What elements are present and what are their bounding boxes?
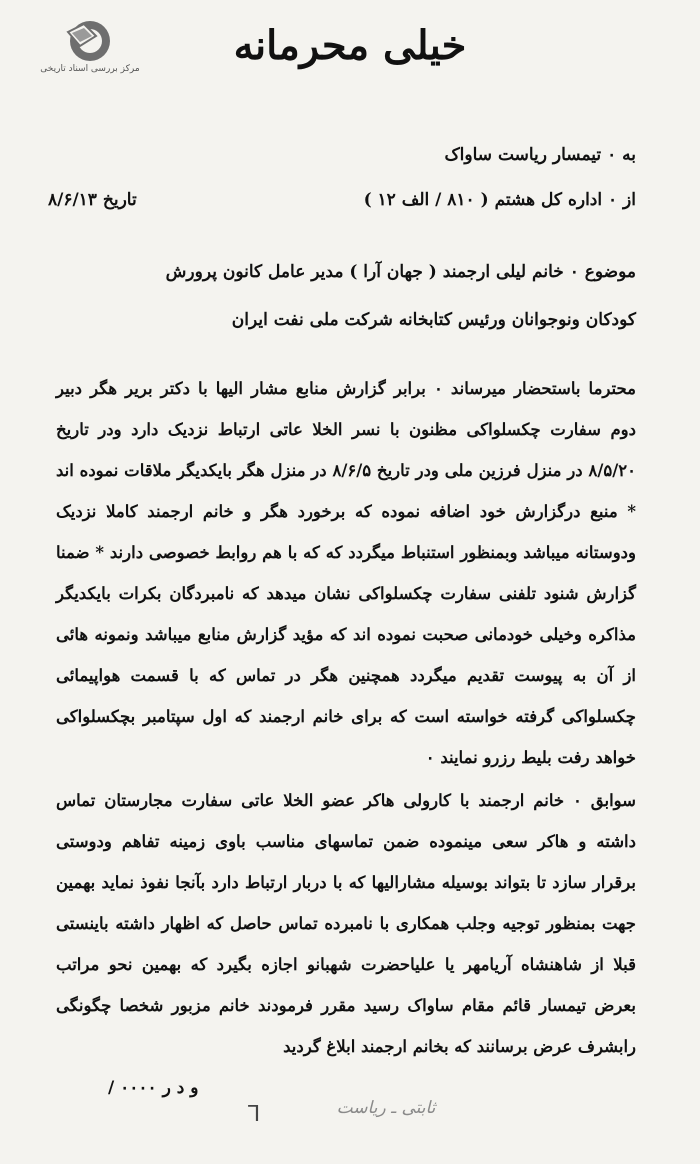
archive-logo-label: مرکز بررسی اسناد تاریخی [40, 64, 140, 74]
body-paragraph-report: محترما باستحضار میرساند ۰ برابر گزارش منابع مشار الیها با دکتر بریر هگر دبیر دوم سفارت چکسلواکی مظنون با نسر الخلا عاتی ارتباط نزدیک دارد ودر تاریخ ۸/۵/۲۰ در منزل فرزین ملی ودر تاریخ ۸/۶/۵ در منزل هگر بایکدیگر ملاقات نموده اند * منبع درگزارش خود اضافه نموده که برخورد هگر و خانم ارجمند کاملا نزدیک ودوستانه میباشد وبمنظور استنباط میگردد که که با هم روابط خصوصی دارند * ضمنا گزارش شنود تلفنی سفارت چکسلواکی نشان میدهد که نامبردگان بکرات بایکدیگر مذاکره وخیلی خودمانی صحبت نموده اند که مؤید گزارش منابع میباشد ونمونه هائی از آن به پیوست تقدیم میگردد همچنین هگر در تماس که با قسمت هواپیمائی چکسلواکی گرفته خواسته است که برای خانم ارجمند که اول سپتامبر بچکسلواکی خواهد رفت بلیط رزرو نمایند ۰ [56, 379, 637, 767]
recipient-line: به ۰ تیمسار ریاست ساواک [444, 145, 636, 165]
stamp-text: ثابتی ـ ریاست [336, 1098, 436, 1118]
subject-line: موضوع ۰ خانم لیلی ارجمند ( جهان آرا ) مدیر عامل کانون پرورش [165, 262, 636, 282]
date-line: تاریخ ۸/۶/۱۳ [48, 190, 137, 210]
body-paragraph-background: سوابق ۰ خانم ارجمند با کارولی هاکر عضو الخلا عاتی سفارت مجارستان تماس داشته و هاکر سعی مینموده ضمن تماسهای مناسب باوی زمینه تفاهم ودوستی برقرار سازد تا بتواند بوسیله مشارالیها که با دربار ارتباط دارد بآنجا نفوذ نماید بهمین جهت بمنظور توجیه وجلب همکاری با نامبرده تماس حاصل که اظهار داشته باینستی قبلا از شاهنشاه آریامهر یا علیاحضرت شهبانو اجازه بگیرد که بهمین نحو مراتب بعرض تیمسار قائم مقام ساواک رسید مقرر فرمودند خانم مزبور شخصا چگونگی رابشرف عرض برسانند که بخانم ارجمند ابلاغ گردید [56, 791, 637, 1056]
signature-stamp [286, 1092, 486, 1148]
sender-line: از ۰ اداره کل هشتم ( ۸۱۰ / الف ۱۲ ) [363, 190, 636, 210]
subject-line-continued: کودکان ونوجوانان ورئیس کتابخانه شرکت ملی نفت ایران [231, 310, 636, 330]
signature-mark: ⅂ [248, 1102, 261, 1127]
reference-number: و د ر ۰۰۰۰ / [108, 1078, 199, 1098]
document-heading: خیلی محرمانه [233, 22, 467, 69]
